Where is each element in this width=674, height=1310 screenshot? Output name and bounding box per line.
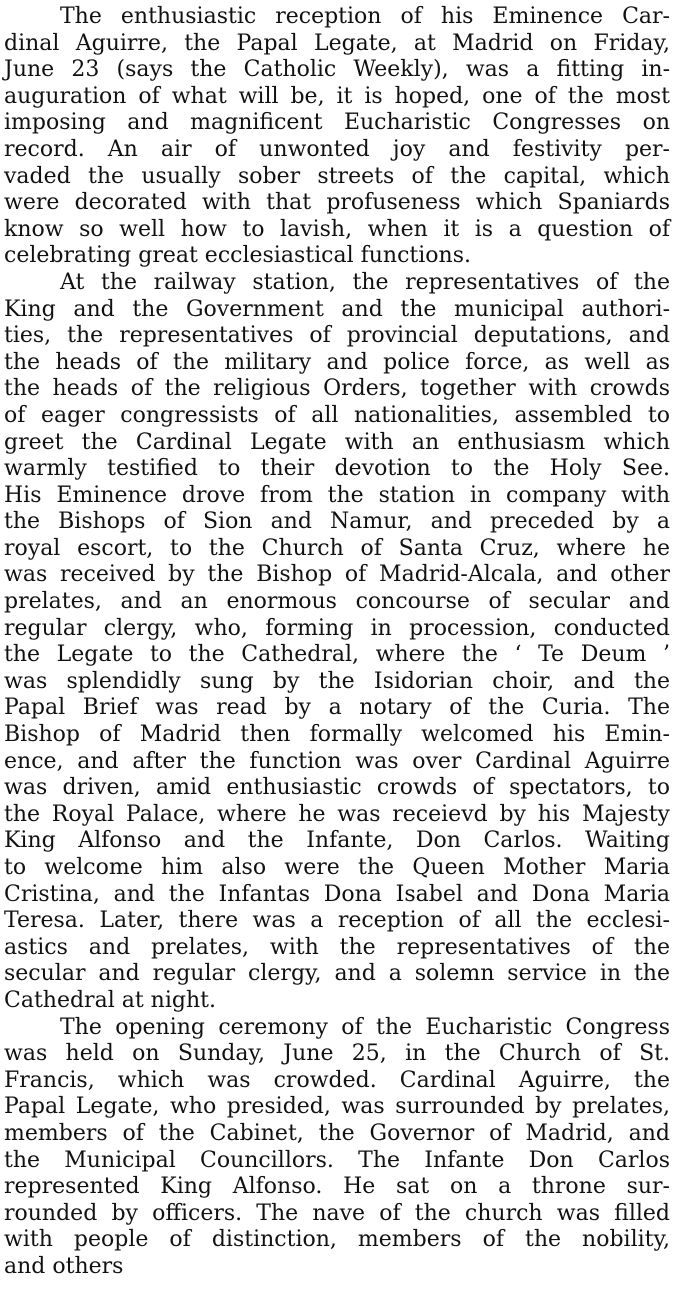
text-line: Cristina, and the Infantas Dona Isabel and Dona Maria [4, 881, 670, 907]
text-line: ties, the representatives of provincial deputations, and [4, 323, 670, 349]
text-line: the Bishops of Sion and Namur, and preceded by a [4, 509, 670, 535]
text-line: ence, and after the function was over Cardinal Aguirre [4, 748, 670, 774]
text-line: the Municipal Councillors. The Infante Don Carlos [4, 1147, 670, 1173]
text-line: the Legate to the Cathedral, where the ‘ Te Deum ’ [4, 642, 670, 668]
text-line: Papal Brief was read by a notary of the Curia. The [4, 695, 670, 721]
text-line: know so well how to lavish, when it is a question of [4, 216, 670, 242]
text-line: record. An air of unwonted joy and festivity per- [4, 136, 670, 162]
text-line: was received by the Bishop of Madrid-Alcala, and other [4, 562, 670, 588]
text-line: greet the Cardinal Legate with an enthusiasm which [4, 429, 670, 455]
text-line: was driven, amid enthusiastic crowds of spectators, to [4, 775, 670, 801]
text-line: with people of distinction, members of the nobility, [4, 1227, 670, 1253]
text-line: secular and regular clergy, and a solemn service in the [4, 961, 670, 987]
text-line: imposing and magnificent Eucharistic Congresses on [4, 110, 670, 136]
text-line: Francis, which was crowded. Cardinal Aguirre, the [4, 1067, 670, 1093]
text-line: was held on Sunday, June 25, in the Church of St. [4, 1041, 670, 1067]
text-line: to welcome him also were the Queen Mother Maria [4, 855, 670, 880]
text-line: was splendidly sung by the Isidorian choir, and the [4, 668, 670, 694]
text-line: Teresa. Later, there was a reception of all the ecclesi- [4, 908, 670, 934]
paragraph-1 [4, 4, 670, 270]
article-text [4, 4, 670, 1281]
text-line: King and the Government and the municipal authori- [4, 296, 670, 322]
text-line: Bishop of Madrid then formally welcomed his Emin- [4, 722, 670, 748]
text-line: June 23 (says the Catholic Weekly), was a fitting in- [4, 57, 670, 83]
text-line: regular clergy, who, forming in procession, conducted [4, 615, 670, 641]
text-line: His Eminence drove from the station in company with [4, 482, 670, 508]
text-line: warmly testified to their devotion to the Holy See. [4, 456, 670, 482]
text-line: represented King Alfonso. He sat on a throne sur- [4, 1174, 670, 1200]
text-line: rounded by officers. The nave of the church was filled [4, 1200, 670, 1226]
text-line: At the railway station, the representatives of the [60, 269, 670, 295]
text-line: vaded the usually sober streets of the capital, which [4, 163, 670, 189]
text-line: Cathedral at night. [4, 987, 216, 1013]
text-line: the heads of the military and police force, as well as [4, 349, 670, 375]
text-line: and others [4, 1253, 124, 1279]
text-line: the Royal Palace, where he was receievd by his Majesty [4, 801, 670, 827]
text-line: the heads of the religious Orders, together with crowds [4, 376, 670, 402]
paragraph-3 [4, 1015, 670, 1281]
text-line: dinal Aguirre, the Papal Legate, at Madrid on Friday, [4, 30, 670, 56]
text-line: Papal Legate, who presided, was surrounded by prelates, [4, 1094, 670, 1120]
text-line: astics and prelates, with the representatives of the [4, 934, 670, 960]
text-line: celebrating great ecclesiastical functions. [4, 243, 471, 269]
text-line: of eager congressists of all nationalities, assembled to [4, 402, 670, 428]
text-line: were decorated with that profuseness which Spaniards [4, 190, 670, 216]
text-line: royal escort, to the Church of Santa Cruz, where he [4, 535, 670, 561]
text-line: The enthusiastic reception of his Eminence Car- [60, 4, 670, 29]
text-line: members of the Cabinet, the Governor of Madrid, and [4, 1120, 670, 1146]
text-line: The opening ceremony of the Eucharistic Congress [60, 1014, 670, 1040]
paragraph-2 [4, 270, 670, 1015]
text-line: prelates, and an enormous concourse of secular and [4, 589, 670, 615]
text-line: King Alfonso and the Infante, Don Carlos. Waiting [4, 828, 670, 854]
text-line: auguration of what will be, it is hoped, one of the most [4, 83, 670, 109]
